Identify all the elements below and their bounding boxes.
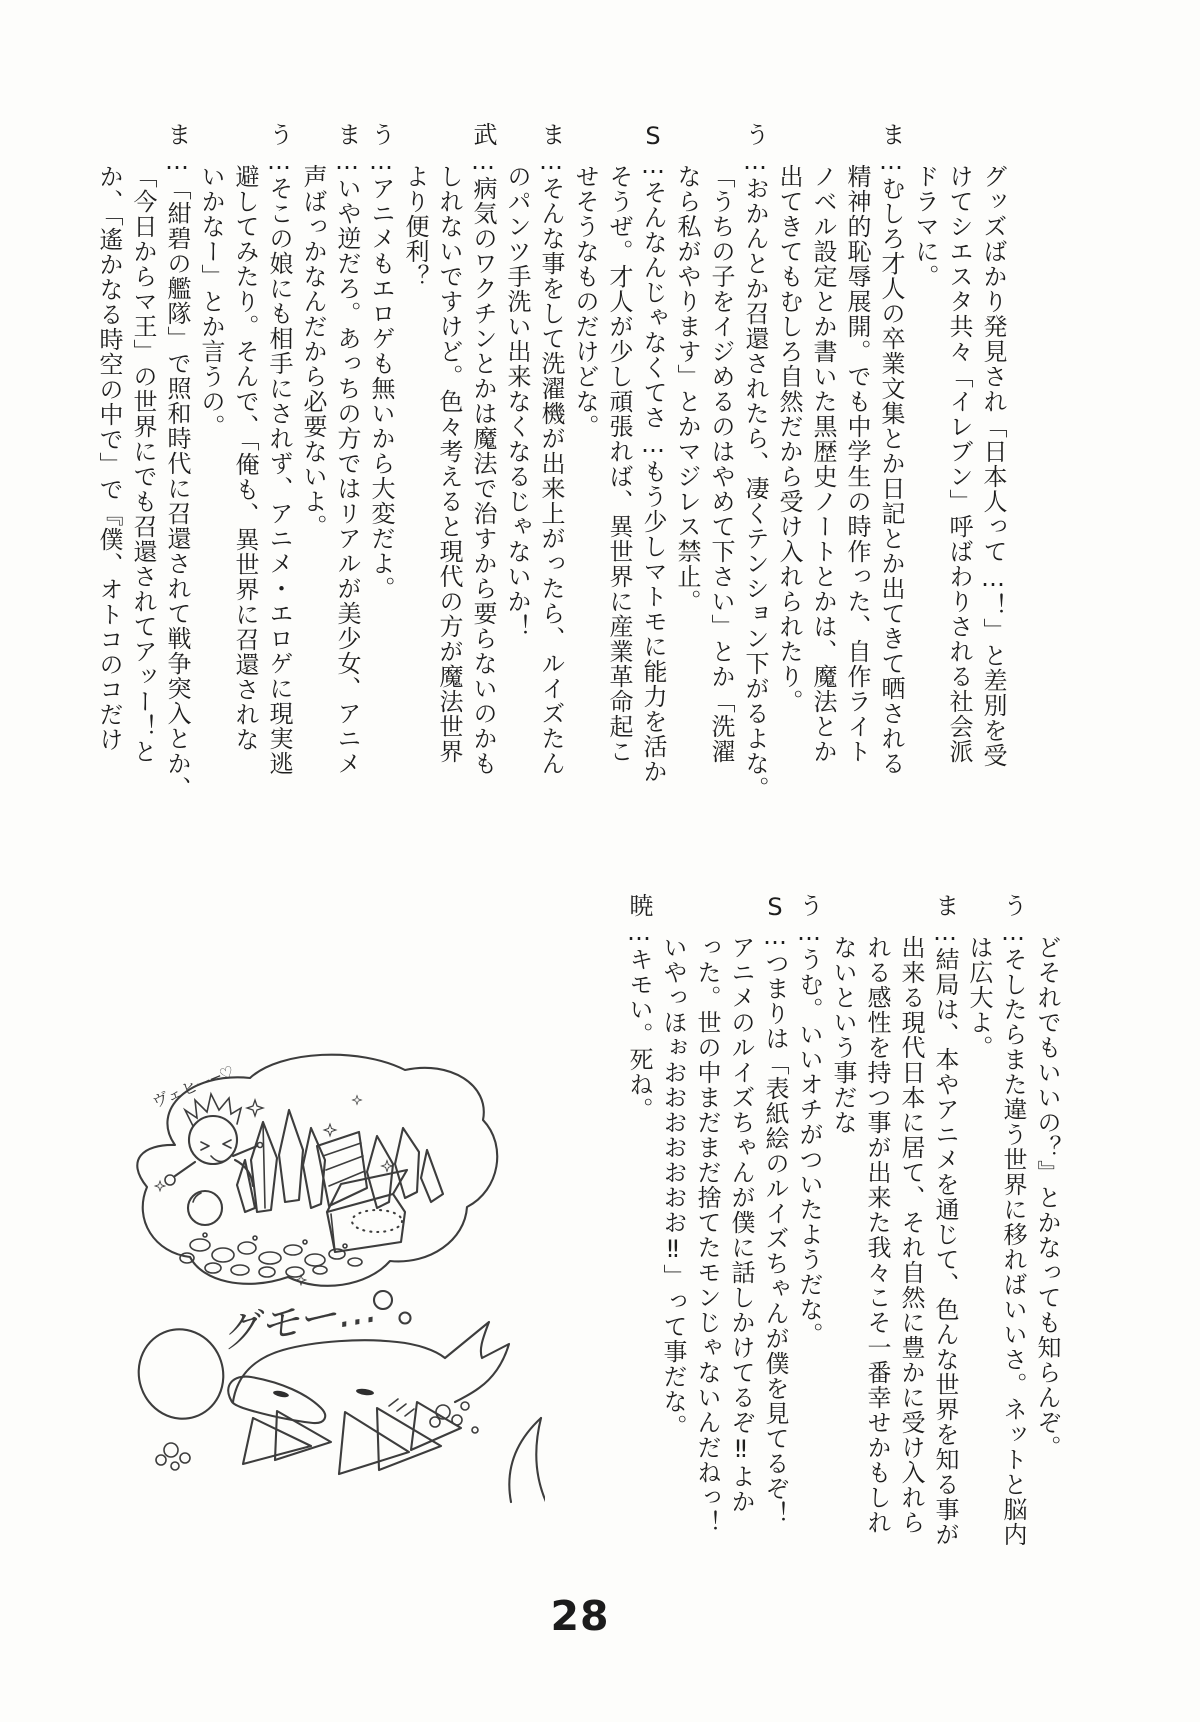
dialogue-line: う…うむ。いいオチがついたようだな。	[795, 893, 823, 1347]
dialogue-line: グッズばかり発見され「日本人って…！」と差別を受	[979, 164, 1007, 768]
dialogue-line: 声ばっかなんだから必要ないよ。	[299, 164, 327, 539]
dialogue-line: ま…「紺碧の艦隊」で照和時代に召還されて戦争突入とか、	[163, 122, 191, 801]
dialogue-line: は広大よ。	[965, 935, 993, 1060]
dialogue-line: う…おかんとか召還されたら、凄くテンション下がるよな。	[741, 122, 769, 801]
snore-text: グモー…	[216, 1285, 381, 1358]
dialogue-line: ま…むしろ才人の卒業文集とか日記とか出てきて晒される	[877, 122, 905, 776]
dialogue-line: 出来る現代日本に居て、それ自然に豊かに受け入れら	[897, 935, 925, 1535]
dialogue-block-bottom	[622, 893, 1064, 1547]
dialogue-line: S…つまりは「表紙絵のルイズちゃんが僕を見てるぞ！	[761, 893, 789, 1526]
dialogue-line: 「うちの子をイジめるのはやめて下さい」とか「洗濯	[707, 164, 735, 764]
dialogue-line: どそれでもいいの？』とかなっても知らんぞ。	[1033, 935, 1061, 1460]
page-number: 28	[550, 1592, 610, 1640]
dialogue-line: う…アニメもエロゲも無いから大変だよ。	[367, 122, 395, 601]
dialogue-line: 避してみたり。そんで、「俺も、異世界に召還されな	[231, 164, 259, 752]
dialogue-line: いやっほぉおおおおおおお‼」って事だな。	[659, 935, 687, 1439]
dialogue-line: か、「遙かなる時空の中で」で『僕、オトコのコだけ	[95, 164, 123, 752]
dialogue-line: しれないですけど。色々考えると現代の方が魔法世界	[435, 164, 463, 764]
dialogue-line: ノベル設定とか書いた黒歴史ノートとかは、魔法とか	[809, 164, 837, 764]
dialogue-line: より便利？	[401, 164, 429, 289]
dialogue-line: う…そこの娘にも相手にされず、アニメ・エロゲに現実逃	[265, 122, 293, 776]
dialogue-line: ま…そんな事をして洗濯機が出来上がったら、ルイズたん	[537, 122, 565, 776]
dream-squeal-text: ヴェヒー─♡	[149, 1061, 237, 1112]
treasure-mound	[180, 1233, 362, 1277]
crystal-cluster	[237, 1110, 443, 1212]
dialogue-line: けてシエスタ共々「イレブン」呼ばわりされる社会派	[945, 164, 973, 764]
sleeping-mole	[127, 1318, 545, 1504]
dialogue-line: 武…病気のワクチンとかは魔法で治すから要らないのかも	[469, 122, 497, 776]
dialogue-line: ないという事だな	[829, 935, 857, 1135]
dialogue-line: う…そしたらまた違う世界に移ればいいさ。ネットと脳内	[999, 893, 1027, 1547]
chibi-character	[165, 1094, 263, 1225]
dialogue-block-top	[92, 122, 1010, 802]
doodle-illustration	[105, 950, 545, 1510]
dialogue-line: S…そんなんじゃなくてさ…もう少しマトモに能力を活か	[639, 122, 667, 784]
dialogue-line: せそうなものだけどな。	[571, 164, 599, 439]
dialogue-line: ま…結局は、本やアニメを通じて、色んな世界を知る事が	[931, 893, 959, 1547]
dialogue-line: ま…いや逆だろ。あっちの方ではリアルが美少女、アニメ	[333, 122, 361, 776]
dialogue-line: アニメのルイズちゃんが僕に話しかけてるぞ‼よか	[727, 935, 755, 1514]
dialogue-line: のパンツ手洗い出来なくなるじゃないか！	[503, 164, 531, 639]
dialogue-line: ドラマに。	[911, 164, 939, 289]
dialogue-line: なら私がやります」とかマジレス禁止。	[673, 164, 701, 614]
dialogue-line: そうぜ。才人が少し頑張れば、異世界に産業革命起こ	[605, 164, 633, 764]
dialogue-line: った。世の中まだまだ捨てたモンじゃないんだねっ！	[693, 935, 721, 1535]
mole-claws	[243, 1402, 461, 1474]
dialogue-line: 精神的恥辱展開。でも中学生の時作った、自作ライト	[843, 164, 871, 764]
dialogue-line: 「今日からマ王」の世界にでも召還されてアッー！と	[129, 164, 157, 764]
dialogue-line: 暁…キモい。死ね。	[625, 893, 653, 1122]
dialogue-line: れる感性を持つ事が出来た我々こそ一番幸せかもしれ	[863, 935, 891, 1535]
dialogue-line: いかなー」とか言うの。	[197, 164, 225, 439]
dialogue-line: 出てきてもむしろ自然だから受け入れられたり。	[775, 164, 803, 714]
